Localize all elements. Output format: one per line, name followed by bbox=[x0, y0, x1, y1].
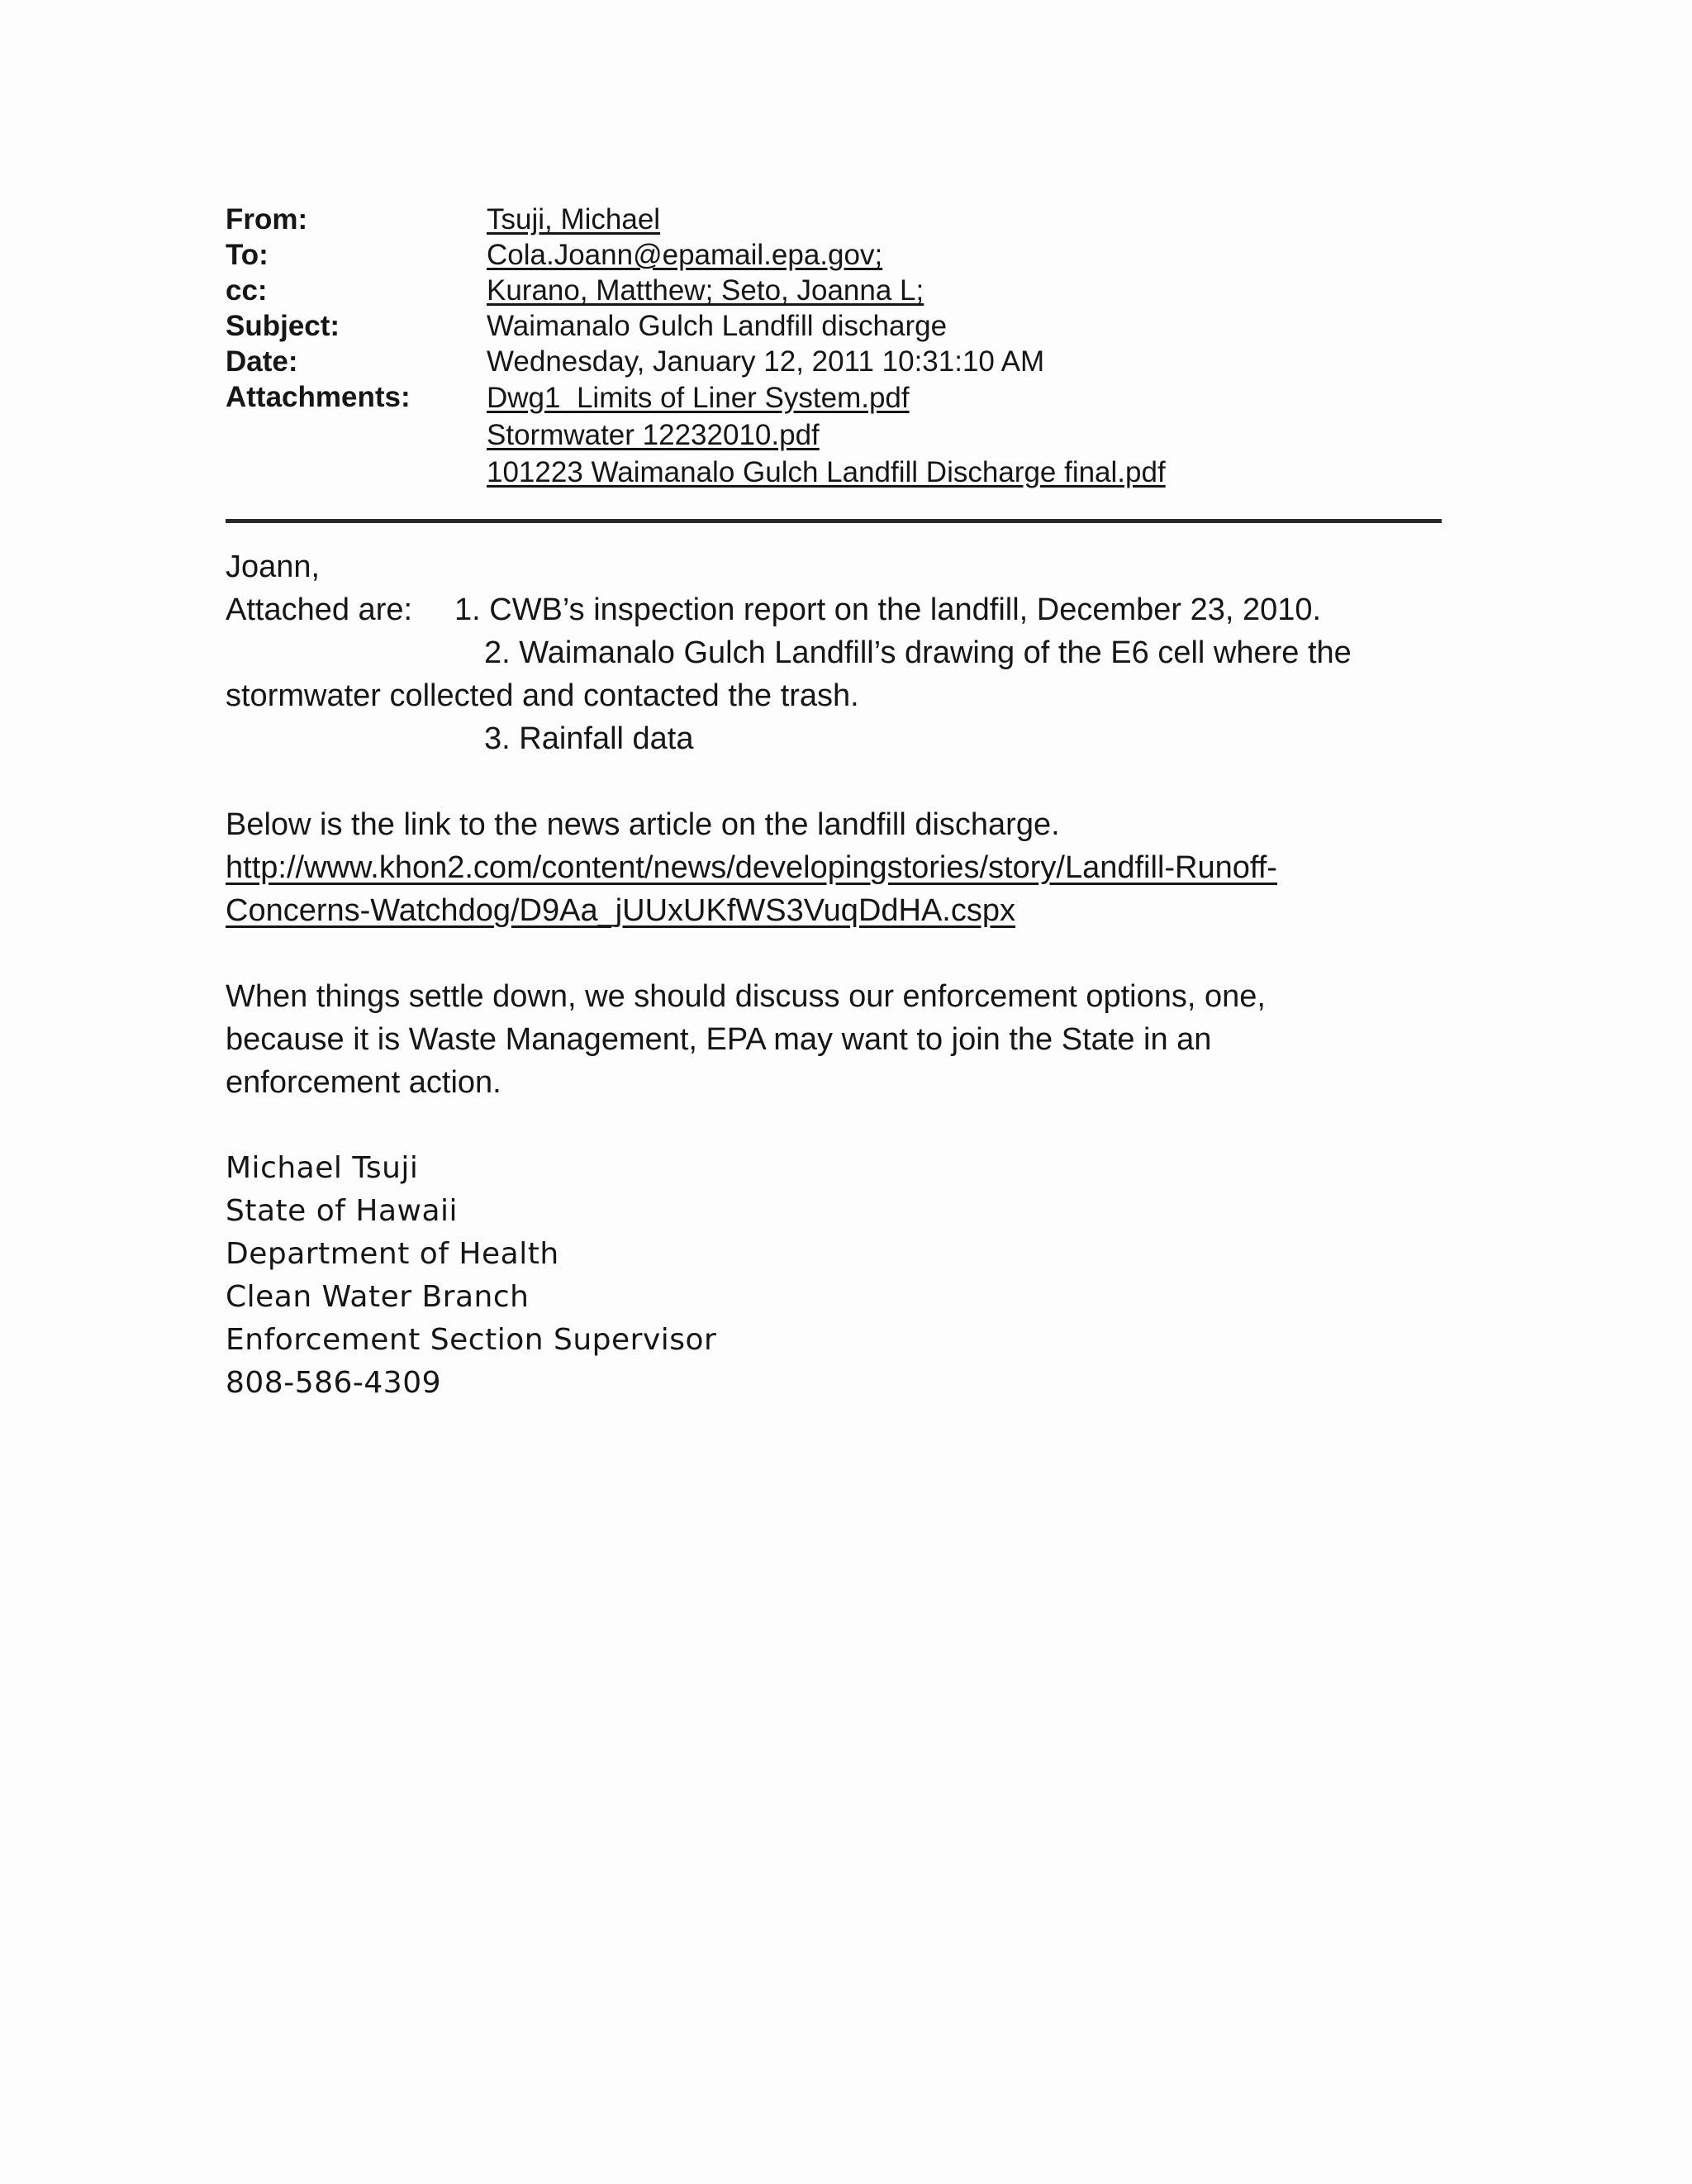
date-label: Date: bbox=[226, 345, 298, 378]
attachments-row bbox=[226, 379, 1448, 491]
spacer bbox=[226, 932, 1465, 975]
item-3-text: 3. Rainfall data bbox=[484, 721, 694, 756]
attachment-link[interactable]: Dwg1_Limits of Liner System.pdf bbox=[487, 382, 910, 414]
attachment-link[interactable]: 101223 Waimanalo Gulch Landfill Discharge final.pdf bbox=[487, 456, 1166, 488]
cc-label: cc: bbox=[226, 274, 268, 307]
attached-item-3 bbox=[226, 717, 1465, 760]
paragraph-line: enforcement action. bbox=[226, 1065, 501, 1100]
spacer bbox=[226, 1104, 1465, 1147]
paragraph-line: When things settle down, we should discuss our enforcement options, one, bbox=[226, 979, 1266, 1014]
from-label: From: bbox=[226, 203, 308, 236]
cc-value: Kurano, Matthew; Seto, Joanna L; bbox=[487, 274, 924, 307]
email-header bbox=[226, 202, 1448, 491]
greeting: Joann, bbox=[226, 550, 321, 584]
item-2-continuation: stormwater collected and contacted the trash. bbox=[226, 678, 859, 713]
attachment-link[interactable]: Stormwater 12232010.pdf bbox=[487, 419, 820, 451]
signature-org: State of Hawaii bbox=[226, 1194, 459, 1228]
news-article-link[interactable]: http://www.khon2.com/content/news/developingstories/story/Landfill-Runoff- bbox=[226, 850, 1277, 885]
attachments-list bbox=[487, 379, 1166, 491]
to-row bbox=[226, 237, 1448, 273]
spacer bbox=[226, 760, 1465, 803]
signature-department: Department of Health bbox=[226, 1237, 559, 1271]
paragraph-line: because it is Waste Management, EPA may want to join the State in an bbox=[226, 1022, 1212, 1057]
signature-title: Enforcement Section Supervisor bbox=[226, 1323, 717, 1357]
subject-row bbox=[226, 308, 1448, 344]
item-1-text: 1. CWB’s inspection report on the landfill, December 23, 2010. bbox=[454, 592, 1322, 627]
to-value: Cola.Joann@epamail.epa.gov; bbox=[487, 239, 883, 271]
attached-item-2 bbox=[226, 631, 1465, 674]
cc-row bbox=[226, 273, 1448, 308]
subject-value: Waimanalo Gulch Landfill discharge bbox=[487, 310, 948, 342]
from-value: Tsuji, Michael bbox=[487, 203, 661, 236]
link-intro: Below is the link to the news article on the landfill discharge. bbox=[226, 807, 1060, 842]
from-row bbox=[226, 202, 1448, 237]
date-value: Wednesday, January 12, 2011 10:31:10 AM bbox=[487, 345, 1045, 378]
header-divider bbox=[226, 519, 1442, 523]
subject-label: Subject: bbox=[226, 310, 340, 342]
attached-item-1 bbox=[226, 588, 1465, 631]
attachments-label: Attachments: bbox=[226, 381, 411, 413]
email-body bbox=[226, 545, 1465, 1405]
signature-phone: 808-586-4309 bbox=[226, 1366, 442, 1400]
signature-branch: Clean Water Branch bbox=[226, 1280, 530, 1314]
date-row bbox=[226, 344, 1448, 379]
item-2-text: 2. Waimanalo Gulch Landfill’s drawing of the E6 cell where the bbox=[484, 635, 1352, 670]
signature-name: Michael Tsuji bbox=[226, 1151, 419, 1185]
attached-lead: Attached are: bbox=[226, 592, 413, 627]
news-article-link-continued[interactable]: Concerns-Watchdog/D9Aa_jUUxUKfWS3VuqDdHA.cspx bbox=[226, 893, 1015, 928]
to-label: To: bbox=[226, 239, 269, 271]
